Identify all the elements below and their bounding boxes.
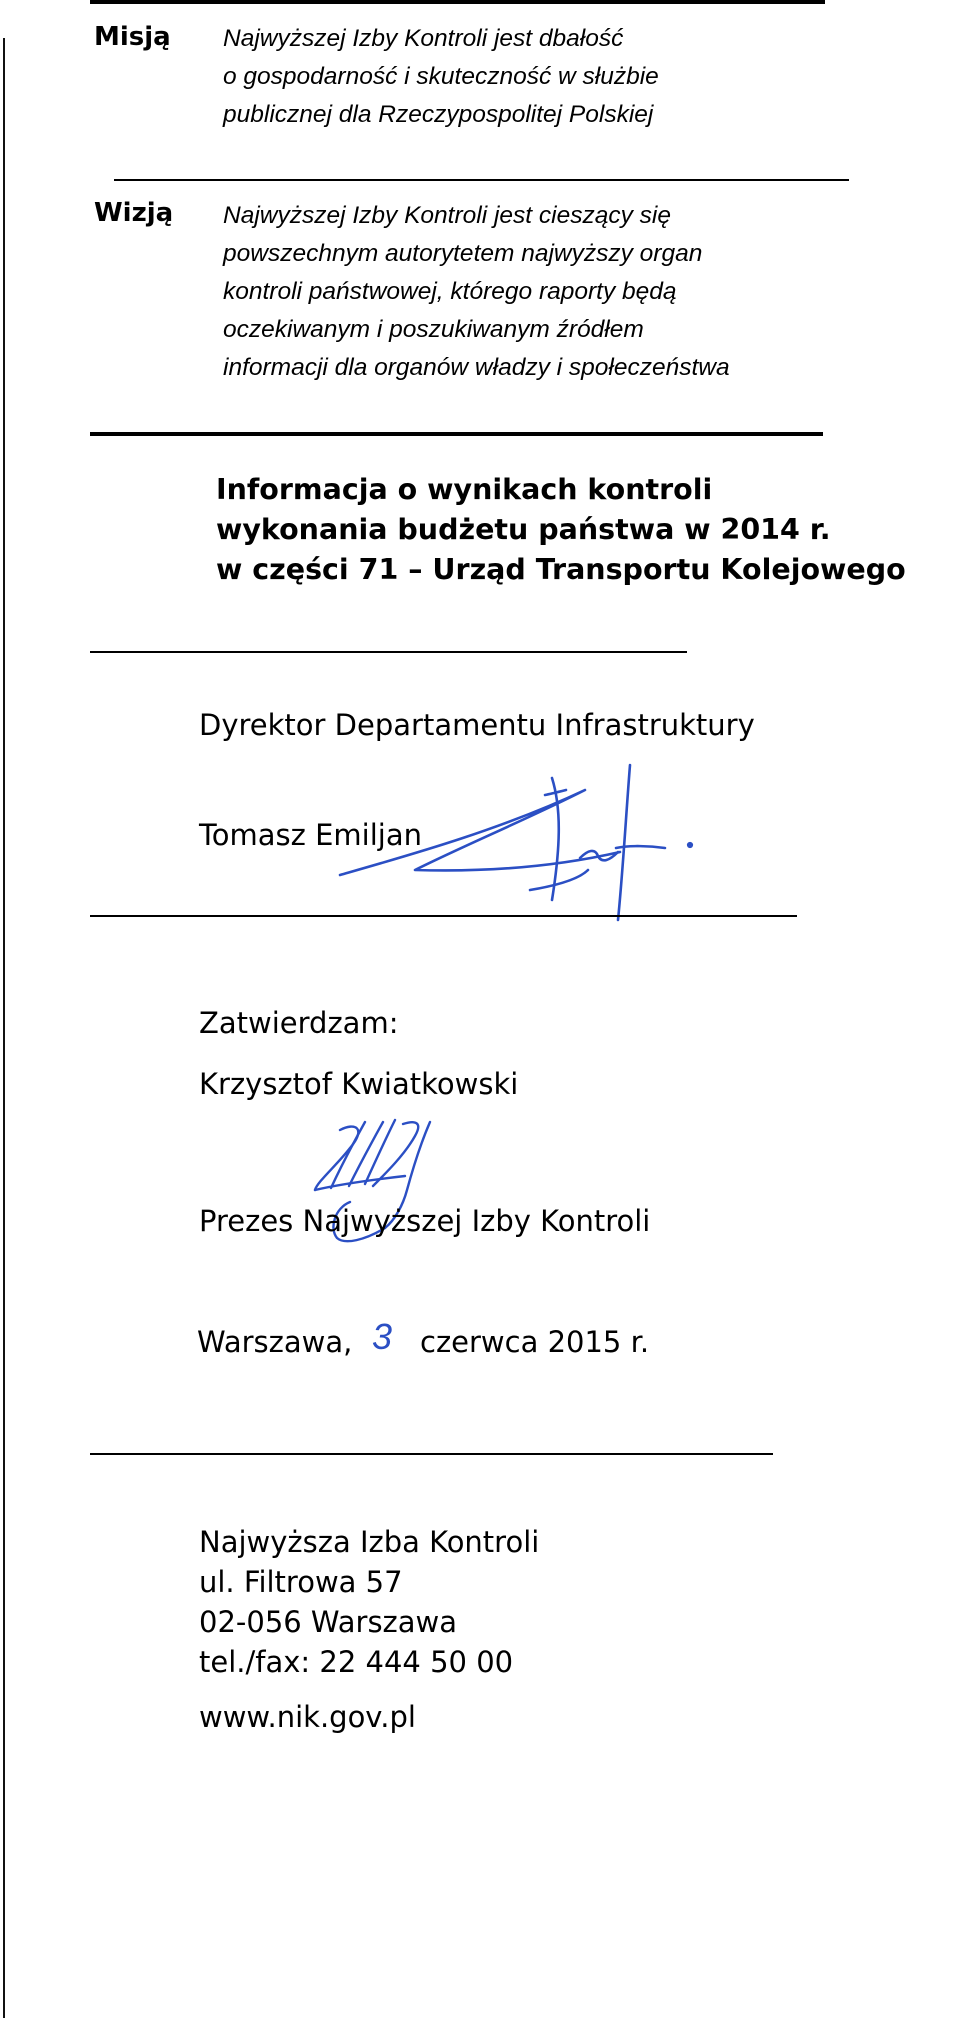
director-signature [330, 760, 710, 930]
report-title-line: wykonania budżetu państwa w 2014 r. [216, 513, 831, 546]
vision-text [223, 197, 730, 387]
left-margin-line [3, 38, 5, 2018]
vision-divider [90, 432, 823, 436]
mission-divider [114, 179, 849, 181]
website-link[interactable]: www.nik.gov.pl [199, 1700, 416, 1734]
top-rule [90, 0, 825, 4]
title-divider [90, 651, 687, 653]
report-title-line: Informacja o wynikach kontroli [216, 473, 713, 506]
address-line: 02-056 Warszawa [199, 1605, 458, 1639]
approval-label: Zatwierdzam: [199, 1006, 399, 1040]
approver-signature [295, 1110, 465, 1270]
vision-line: powszechnym autorytetem najwyższy organ [223, 240, 703, 267]
address-line: ul. Filtrowa 57 [199, 1565, 403, 1599]
vision-label: Wizją [94, 198, 174, 228]
mission-label: Misją [94, 22, 171, 52]
approver-position: Prezes Najwyższej Izby Kontroli [199, 1204, 651, 1238]
mission-line: o gospodarność i skuteczność w służbie [223, 63, 659, 90]
date-city: Warszawa, [197, 1325, 353, 1359]
director-divider [90, 915, 797, 917]
vision-line: kontroli państwowej, którego raporty będą [223, 278, 677, 305]
report-title [216, 470, 906, 590]
address-line: Najwyższa Izba Kontroli [199, 1525, 540, 1559]
mission-line: Najwyższej Izby Kontroli jest dbałość [223, 25, 624, 52]
mission-line: publicznej dla Rzeczypospolitej Polskiej [223, 101, 654, 128]
mission-text [223, 20, 659, 134]
approver-name: Krzysztof Kwiatkowski [199, 1067, 519, 1101]
address-line: tel./fax: 22 444 50 00 [199, 1645, 514, 1679]
director-name: Tomasz Emiljan [199, 818, 422, 852]
report-title-line: w części 71 – Urząd Transportu Kolejowego [216, 553, 906, 586]
vision-line: informacji dla organów władzy i społeczeństwa [223, 354, 730, 381]
date-month-year: czerwca 2015 r. [420, 1325, 650, 1359]
vision-line: Najwyższej Izby Kontroli jest cieszący się [223, 202, 671, 229]
date-day: 3 [372, 1316, 393, 1357]
date-divider [90, 1453, 773, 1455]
address-block [199, 1522, 539, 1682]
director-position: Dyrektor Departamentu Infrastruktury [199, 708, 755, 742]
vision-line: oczekiwanym i poszukiwanym źródłem [223, 316, 644, 343]
